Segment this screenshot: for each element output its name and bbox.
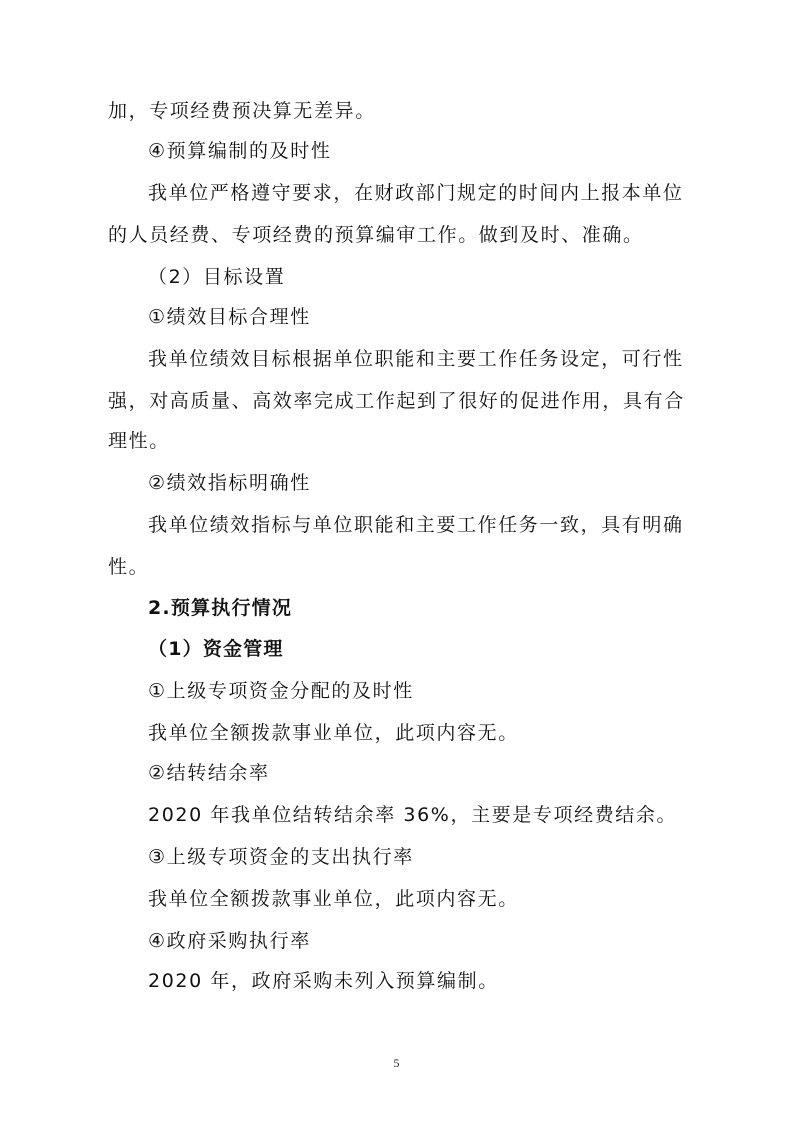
subheading-carryover-rate: ②结转结余率 [148, 762, 270, 784]
subheading-expenditure-rate: ③上级专项资金的支出执行率 [148, 846, 414, 868]
subheading-allocation-timeliness: ①上级专项资金分配的及时性 [148, 680, 414, 702]
text-line: 性。 [108, 556, 150, 578]
section-heading-target-setting: （2）目标设置 [148, 266, 286, 288]
text-line: 的人员经费、专项经费的预算编审工作。做到及时、准确。 [108, 224, 644, 246]
text-line: 2020 年，政府采购未列入预算编制。 [148, 970, 499, 992]
subheading-indicator-clarity: ②绩效指标明确性 [148, 472, 311, 494]
section-heading-fund-management: （1）资金管理 [148, 638, 284, 660]
text-line: 我单位全额拨款事业单位，此项内容无。 [148, 888, 519, 910]
subheading-procurement-rate: ④政府采购执行率 [148, 930, 311, 952]
text-line: 我单位绩效目标根据单位职能和主要工作任务设定，可行性 [148, 348, 684, 370]
text-line: 我单位严格遵守要求，在财政部门规定的时间内上报本单位 [148, 182, 684, 204]
text-line: 我单位绩效指标与单位职能和主要工作任务一致，具有明确 [148, 514, 684, 536]
text-line: 理性。 [108, 430, 170, 452]
text-line: 加，专项经费预决算无差异。 [108, 100, 376, 122]
text-line: 强，对高质量、高效率完成工作起到了很好的促进作用，具有合 [108, 390, 685, 412]
subheading-target-rationality: ①绩效目标合理性 [148, 306, 311, 328]
page-number: 5 [393, 1056, 400, 1070]
subheading-budget-timeliness: ④预算编制的及时性 [148, 140, 332, 162]
text-line: 我单位全额拨款事业单位，此项内容无。 [148, 722, 519, 744]
section-heading-budget-execution: 2.预算执行情况 [148, 597, 293, 619]
text-line: 2020 年我单位结转结余率 36%，主要是专项经费结余。 [148, 804, 678, 826]
